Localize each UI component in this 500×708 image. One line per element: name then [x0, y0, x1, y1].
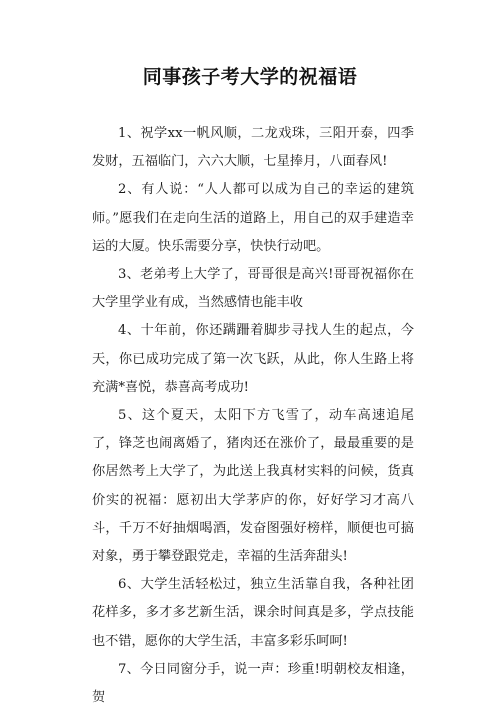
paragraph-4: 4、十年前，你还蹒跚着脚步寻找人生的起点，今天，你已成功完成了第一次飞跃，从此，你人生路上将充满*喜悦，恭喜高考成功!: [92, 323, 414, 395]
paragraph-7: 7、今日同窗分手，说一声：珍重!明朝校友相逢，贺: [92, 661, 414, 706]
paragraph-6: 6、大学生活轻松过，独立生活靠自我，各种社团花样多，多才多艺新生活，课余时间真是多，学点技能也不错，愿你的大学生活，丰富多彩乐呵呵!: [92, 577, 414, 649]
paragraph-2: 2、有人说：“人人都可以成为自己的幸运的建筑师。”愿我们在走向生活的道路上，用自己的双手建造幸运的大厦。快乐需要分享，快快行动吧。: [92, 182, 414, 254]
paragraph-5: 5、这个夏天，太阳下方飞雪了，动车高速追尾了，锋芝也闹离婚了，猪肉还在涨价了，最最重要的是你居然考上大学了，为此送上我真材实料的问候，货真价实的祝福：愿初出大学茅庐的你，好好学习才高八斗，千万不好抽烟喝酒，发奋图强好榜样，顺便也可搞对象，勇于攀登跟党走，幸福的生活奔甜头!: [92, 408, 414, 565]
document-body: [92, 120, 414, 708]
document-title: 同事孩子考大学的祝福语: [142, 66, 358, 88]
paragraph-3: 3、老弟考上大学了，哥哥很是高兴!哥哥祝福你在大学里学业有成，当然感情也能丰收: [92, 267, 414, 311]
paragraph-1: 1、祝学xx一帆风顺，二龙戏珠，三阳开泰，四季发财，五福临门，六六大顺，七星捧月，八面春风!: [92, 126, 414, 170]
